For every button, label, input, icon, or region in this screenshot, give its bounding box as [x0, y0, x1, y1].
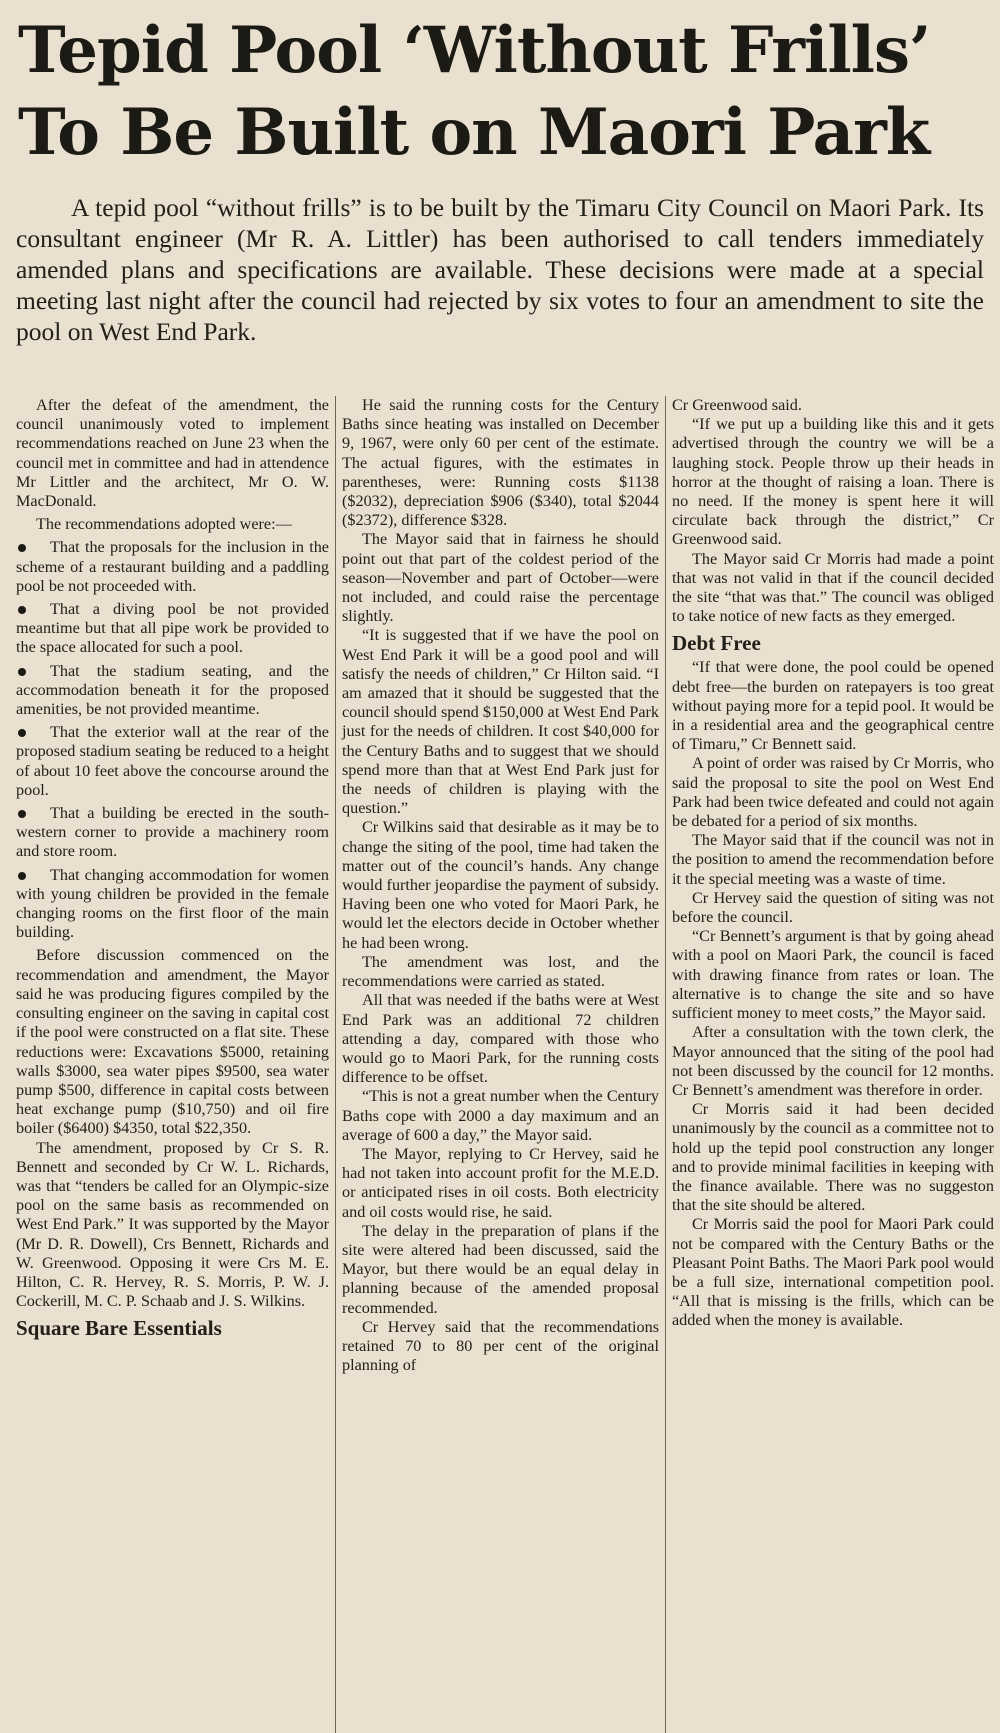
bullet-icon — [18, 872, 26, 880]
subhead-debt-free: Debt Free — [672, 631, 761, 656]
col3-paragraph-8: After a consultation with the town clerk, the Mayor announced that the siting of the pool had not been discussed by the council for 12 months. Cr Bennett’s amendment was therefore in order. — [672, 1023, 994, 1099]
bullet-icon — [18, 810, 26, 818]
headline-line-1: Tepid Pool ‘Without Frills’ — [18, 13, 931, 88]
col2-paragraph-7: “This is not a great number when the Century Baths cope with 2000 a day maximum and an average of 600 a day,” the Mayor said. — [342, 1087, 659, 1144]
column-1 — [10, 396, 335, 1733]
bullet-icon — [18, 544, 26, 552]
bullet-icon — [18, 668, 26, 676]
col3-paragraph-2: The Mayor said Cr Morris had made a point that was not valid in that if the council decided the site “that was that.” The council was obliged to take notice of new facts as they emerged. — [672, 549, 994, 626]
col2-paragraph-1: He said the running costs for the Century Baths since heating was installed on December 9, 1967, were only 60 per cent of the estimate. The actual figures, with the estimates in parentheses, were: Running costs $1138 ($2032), depreciation $906 ($340), total $2044 ($2372), difference $328. — [342, 396, 659, 530]
col2-paragraph-5: The amendment was lost, and the recommendations were carried as stated. — [342, 952, 659, 991]
col1-paragraph-4: The amendment, proposed by Cr S. R. Bennett and seconded by Cr W. L. Richards, was that “tenders be called for an Olympic-size pool on the same basis as recommended on West End Park.” It was supported by the Mayor (Mr D. R. Dowell), Crs Bennett, Richards and W. Greenwood. Opposing it were Crs M. E. Hilton, C. R. Hervey, R. S. Morris, P. W. J. Cockerill, M. C. P. Schaab and J. S. Wilkins. — [16, 1138, 329, 1311]
recommendation-item-2: That a diving pool be not provided meantime but that all pipe work be provided to the space allocated for such a pool. — [16, 600, 329, 657]
col2-paragraph-2: The Mayor said that in fairness he should point out that part of the coldest period of the season—November and part of October—were not included, and could raise the percentage slightly. — [342, 530, 659, 626]
col2-paragraph-9: The delay in the preparation of plans if the site were altered had been discussed, said the Mayor, but there would be an equal delay in planning because of the amended proposal recommended. — [342, 1221, 659, 1317]
col2-paragraph-6: All that was needed if the baths were at West End Park was an additional 72 children attending a day, compared with those who would go to Maori Park, for the running costs difference to be offset. — [342, 991, 659, 1087]
subhead-square-bare-essentials: Square Bare Essentials — [16, 1316, 222, 1341]
bullet-icon — [18, 729, 26, 737]
col3-paragraph-7: “Cr Bennett’s argument is that by going ahead with a pool on Maori Park, the council is faced with drawing finance from rates or loan. The alternative is to change the site and so have sufficient money to meet costs,” the Mayor said. — [672, 927, 994, 1023]
recommendation-item-1: That the proposals for the inclusion in the scheme of a restaurant building and a paddling pool be not proceeded with. — [16, 538, 329, 595]
col1-paragraph-1: After the defeat of the amendment, the council unanimously voted to implement recommendations reached on June 23 when the council met in committee and had in attendence Mr Littler and the architect, Mr O. W. MacDonald. — [16, 396, 329, 511]
col3-paragraph-4: A point of order was raised by Cr Morris, who said the proposal to site the pool on West End Park had been twice defeated and could not again be debated for a period of six months. — [672, 754, 994, 831]
col3-paragraph-0: Cr Greenwood said. — [672, 396, 802, 414]
col3-paragraph-1: “If we put up a building like this and it gets advertised through the country we will be a laughing stock. People throw up their heads in horror at the thought of raising a loan. There is no need. If the money is spent here it will circulate back through the district,” Cr Greenwood said. — [672, 415, 994, 549]
headline-line-2: To Be Built on Maori Park — [18, 95, 930, 170]
col1-paragraph-2: The recommendations adopted were:— — [36, 515, 292, 534]
lead-paragraph: A tepid pool “without frills” is to be built by the Timaru City Council on Maori Park. Its consultant engineer (Mr R. A. Littler) has been authorised to call tenders immediately amended plans and specifications are available. These decisions were made at a special meeting last night after the council had rejected by six votes to four an amendment to site the pool on West End Park. — [16, 193, 984, 346]
column-2 — [335, 396, 665, 1733]
article-columns — [10, 396, 1000, 1733]
column-3 — [665, 396, 1000, 1733]
headline — [10, 0, 990, 174]
recommendation-item-5: That a building be erected in the south-western corner to provide a machinery room and store room. — [16, 804, 329, 861]
col3-paragraph-3: “If that were done, the pool could be opened debt free—the burden on ratepayers is too great without paying more for a tepid pool. It would be in a residential area and the geographical centre of Timaru,” Cr Bennett said. — [672, 658, 994, 754]
recommendation-item-4: That the exterior wall at the rear of the proposed stadium seating be reduced to a height of about 10 feet above the concourse around the pool. — [16, 723, 329, 799]
recommendation-item-3: That the stadium seating, and the accommodation beneath it for the proposed amenities, be not provided meantime. — [16, 661, 329, 719]
col2-paragraph-8: The Mayor, replying to Cr Hervey, said he had not taken into account profit for the M.E.D. or anticipated rises in oil costs. Both electricity and oil costs would rise, he said. — [342, 1144, 659, 1221]
col3-paragraph-5: The Mayor said that if the council was not in the position to amend the recommendation before it the special meeting was a waste of time. — [672, 831, 994, 888]
bullet-icon — [18, 606, 26, 614]
col2-paragraph-4: Cr Wilkins said that desirable as it may be to change the siting of the pool, time had taken the matter out of the council’s hands. Any change would further jeopardise the payment of subsidy. Having been one who voted for Maori Park, he would let the electors decide in October whether he had been wrong. — [342, 818, 659, 952]
col3-paragraph-9: Cr Morris said it had been decided unanimously by the council as a committee not to hold up the tepid pool construction any longer and to provide minimal facilities in keeping with the finance available. There was no suggeston that the site should be altered. — [672, 1100, 994, 1215]
col3-paragraph-6: Cr Hervey said the question of siting was not before the council. — [672, 888, 994, 927]
col2-paragraph-10: Cr Hervey said that the recommendations retained 70 to 80 per cent of the original planning of — [342, 1317, 659, 1375]
col2-paragraph-3: “It is suggested that if we have the pool on West End Park it will be a good pool and will satisfy the needs of children,” Cr Hilton said. “I am amazed that it should be suggested that the council should spend $150,000 at West End Park just for the needs of children. It cost $40,000 for the Century Baths and to suggest that we should spend more than that at West End Park just for the needs of children is playing with the question.” — [342, 626, 659, 818]
recommendation-item-6: That changing accommodation for women with young children be provided in the female changing rooms on the first floor of the main building. — [16, 865, 329, 942]
col1-paragraph-3: Before discussion commenced on the recommendation and amendment, the Mayor said he was producing figures compiled by the consulting engineer on the saving in capital cost if the pool were constructed on a flat site. These reductions were: Excavations $5000, retaining walls $3000, sea water pipes $9500, sea water pump $500, difference in capital costs between heat exchange pump ($10,750) and oil fire boiler ($6400) $4350, total $22,350. — [16, 946, 329, 1138]
col3-paragraph-10: Cr Morris said the pool for Maori Park could not be compared with the Century Baths or the Pleasant Point Baths. The Maori Park pool would be a full size, international competition pool. “All that is missing is the frills, which can be added when the money is available. — [672, 1215, 994, 1330]
